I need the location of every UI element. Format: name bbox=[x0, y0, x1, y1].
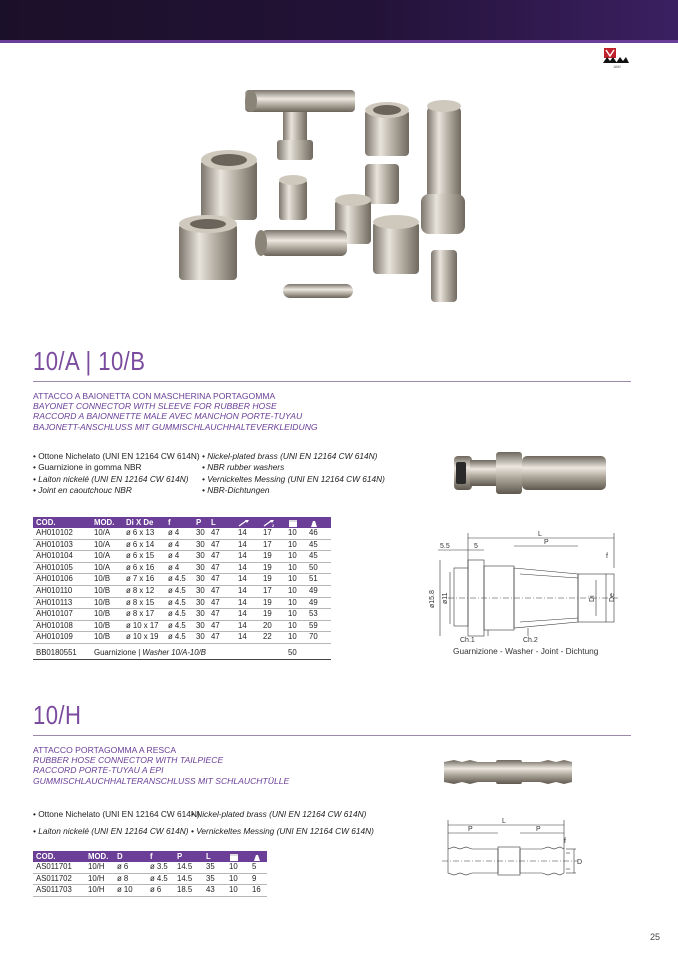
table-cell: 51 bbox=[306, 574, 331, 586]
table-cell: 14 bbox=[235, 597, 260, 609]
table-row bbox=[33, 528, 331, 539]
table-cell: 19 bbox=[260, 574, 285, 586]
table-cell: 22 bbox=[260, 632, 285, 644]
col-cod: COD. bbox=[33, 517, 91, 528]
table-cell: 47 bbox=[208, 562, 235, 574]
weight-icon bbox=[249, 851, 267, 862]
name-fr: RACCORD A BAIONNETTE MALE AVEC MANCHON PORTE-TUYAU bbox=[33, 411, 303, 422]
table-cell: ø 8 x 12 bbox=[123, 585, 165, 597]
table-cell: 10 bbox=[285, 539, 306, 551]
table-cell: 10/B bbox=[91, 574, 123, 586]
table-cell: ø 4.5 bbox=[165, 574, 193, 586]
table-cell: 30 bbox=[193, 597, 208, 609]
table-cell: 47 bbox=[208, 539, 235, 551]
washer-qty: 50 bbox=[285, 643, 331, 659]
box-icon bbox=[285, 517, 306, 528]
table-cell: 30 bbox=[193, 528, 208, 539]
table-cell: 19 bbox=[260, 609, 285, 621]
table-header-row bbox=[33, 517, 331, 528]
page-number: 25 bbox=[650, 932, 661, 942]
table-cell: ø 4 bbox=[165, 539, 193, 551]
table-cell: 59 bbox=[306, 620, 331, 632]
feature-item: • Laiton nickelé (UNI EN 12164 CW 614N) bbox=[33, 473, 189, 484]
table-cell: 10/H bbox=[85, 873, 114, 885]
fitting-hex-center bbox=[373, 215, 419, 274]
table-cell: 47 bbox=[208, 632, 235, 644]
table-cell: 14 bbox=[235, 620, 260, 632]
section-divider bbox=[33, 735, 631, 736]
section-title-10ab: 10/A | 10/B bbox=[33, 346, 146, 376]
table-cell: 17 bbox=[260, 585, 285, 597]
dim-p2: P bbox=[536, 826, 541, 833]
table-cell: 10/B bbox=[91, 585, 123, 597]
table-cell: 10 bbox=[285, 585, 306, 597]
spec-table-10h bbox=[33, 851, 267, 897]
table-cell: 30 bbox=[193, 620, 208, 632]
table-cell: 30 bbox=[193, 585, 208, 597]
label-ch1: Ch.1 bbox=[460, 637, 475, 643]
tailpiece-image bbox=[440, 756, 576, 788]
table-cell: ø 4 bbox=[165, 562, 193, 574]
table-cell: ø 3.5 bbox=[147, 862, 174, 873]
name-de: GUMMISCHLAUCHHALTERANSCHLUSS MIT SCHLAUCHTÜLLE bbox=[33, 775, 290, 786]
table-cell: 47 bbox=[208, 609, 235, 621]
table-cell: ø 6 bbox=[147, 885, 174, 897]
table-cell: 10/A bbox=[91, 539, 123, 551]
table-cell: AH010110 bbox=[33, 585, 91, 597]
table-cell: 47 bbox=[208, 620, 235, 632]
table-cell: ø 8 bbox=[114, 873, 147, 885]
section-title-10h: 10/H bbox=[33, 700, 82, 730]
table-cell: 35 bbox=[203, 873, 226, 885]
washer-desc-en: Washer 10/A-10/B bbox=[142, 647, 206, 657]
table-cell: 10 bbox=[226, 885, 249, 897]
table-cell: 50 bbox=[306, 562, 331, 574]
table-cell: AH010108 bbox=[33, 620, 91, 632]
col-f: f bbox=[147, 851, 174, 862]
table-cell: 10/B bbox=[91, 609, 123, 621]
technical-drawing-10h bbox=[438, 815, 588, 885]
table-cell: 30 bbox=[193, 574, 208, 586]
table-cell: AH010105 bbox=[33, 562, 91, 574]
col-mod: MOD. bbox=[91, 517, 123, 528]
table-row bbox=[33, 620, 331, 632]
feature-item: • Joint en caoutchouc NBR bbox=[33, 485, 132, 496]
fitting-female-large bbox=[201, 150, 257, 220]
fitting-cap bbox=[421, 194, 465, 234]
table-cell: 14 bbox=[235, 551, 260, 563]
table-cell: ø 4 bbox=[165, 551, 193, 563]
table-cell: 19 bbox=[260, 597, 285, 609]
table-cell: 47 bbox=[208, 597, 235, 609]
table-cell: 10/A bbox=[91, 562, 123, 574]
table-cell: ø 7 x 16 bbox=[123, 574, 165, 586]
table-cell: 30 bbox=[193, 632, 208, 644]
table-cell: 16 bbox=[249, 885, 267, 897]
table-cell: AH010109 bbox=[33, 632, 91, 644]
technical-drawing-10ab bbox=[428, 528, 618, 643]
product-photo bbox=[165, 72, 505, 332]
wrench-2-icon bbox=[260, 517, 285, 528]
table-cell: 14 bbox=[235, 609, 260, 621]
table-cell: 30 bbox=[193, 551, 208, 563]
table-cell: AH010107 bbox=[33, 609, 91, 621]
feature-item: • Ottone Nichelato (UNI EN 12164 CW 614N) bbox=[33, 451, 200, 461]
col-cod: COD. bbox=[33, 851, 85, 862]
feature-item: • Ottone Nichelato (UNI EN 12164 CW 614N) bbox=[33, 809, 200, 819]
table-cell: 10 bbox=[285, 632, 306, 644]
table-cell: 10/A bbox=[91, 528, 123, 539]
features-left-10h bbox=[33, 806, 200, 840]
table-cell: 14.5 bbox=[174, 873, 203, 885]
product-names-10ab bbox=[33, 391, 318, 432]
table-cell: 10/B bbox=[91, 620, 123, 632]
table-cell: 10/B bbox=[91, 632, 123, 644]
table-cell: 14 bbox=[235, 539, 260, 551]
dim-11: ø11 bbox=[442, 592, 449, 604]
washer-code: BB0180551 bbox=[33, 643, 91, 659]
table-cell: ø 6 x 13 bbox=[123, 528, 165, 539]
fitting-tailpiece-tall bbox=[427, 100, 461, 206]
table-cell: AH010103 bbox=[33, 539, 91, 551]
wrench-1-icon bbox=[235, 517, 260, 528]
name-en: RUBBER HOSE CONNECTOR WITH TAILPIECE bbox=[33, 755, 224, 766]
col-f: f bbox=[165, 517, 193, 528]
table-cell: 9 bbox=[249, 873, 267, 885]
dim-p1: P bbox=[468, 826, 473, 833]
dim-de: De bbox=[609, 593, 616, 602]
col-d: D bbox=[114, 851, 147, 862]
fitting-bayonet bbox=[255, 230, 347, 256]
table-cell: ø 10 x 19 bbox=[123, 632, 165, 644]
brand-logo bbox=[602, 48, 630, 64]
table-cell: ø 4.5 bbox=[165, 597, 193, 609]
table-cell: AS011703 bbox=[33, 885, 85, 897]
col-l: L bbox=[208, 517, 235, 528]
table-cell: 10/H bbox=[85, 862, 114, 873]
spec-table-10ab bbox=[33, 517, 331, 660]
table-cell: 14 bbox=[235, 528, 260, 539]
table-cell: 14 bbox=[235, 632, 260, 644]
product-names-10h bbox=[33, 745, 289, 786]
section-divider bbox=[33, 381, 631, 382]
table-cell: AH010104 bbox=[33, 551, 91, 563]
table-cell: 18.5 bbox=[174, 885, 203, 897]
name-fr: RACCORD PORTE-TUYAU A EPI bbox=[33, 765, 164, 776]
table-cell: 35 bbox=[203, 862, 226, 873]
top-accent-line bbox=[0, 40, 678, 43]
table-cell: ø 8 x 17 bbox=[123, 609, 165, 621]
table-row bbox=[33, 862, 267, 873]
dim-l: L bbox=[538, 531, 542, 538]
table-cell: 45 bbox=[306, 539, 331, 551]
table-cell: 47 bbox=[208, 574, 235, 586]
table-cell: ø 4.5 bbox=[165, 609, 193, 621]
table-cell: 20 bbox=[260, 620, 285, 632]
table-cell: ø 4.5 bbox=[147, 873, 174, 885]
features-left-10ab bbox=[33, 451, 200, 497]
col-l: L bbox=[203, 851, 226, 862]
table-row bbox=[33, 873, 267, 885]
table-cell: 14 bbox=[235, 574, 260, 586]
table-cell: AH010106 bbox=[33, 574, 91, 586]
feature-item: • Laiton nickelé (UNI EN 12164 CW 614N) bbox=[33, 826, 189, 836]
table-cell: 19 bbox=[260, 562, 285, 574]
washer-desc-it: Guarnizione | bbox=[94, 647, 143, 657]
dim-d: D bbox=[577, 859, 583, 866]
table-row bbox=[33, 562, 331, 574]
table-cell: 10/B bbox=[91, 597, 123, 609]
table-cell: AS011701 bbox=[33, 862, 85, 873]
fitting-small-tail bbox=[431, 250, 457, 302]
table-row bbox=[33, 585, 331, 597]
table-cell: 17 bbox=[260, 539, 285, 551]
table-cell: 17 bbox=[260, 528, 285, 539]
fitting-male-right bbox=[365, 102, 409, 156]
brand-name: AMI bbox=[613, 64, 621, 69]
table-cell: 47 bbox=[208, 528, 235, 539]
table-cell: ø 10 x 17 bbox=[123, 620, 165, 632]
table-cell: 47 bbox=[208, 585, 235, 597]
table-cell: 46 bbox=[306, 528, 331, 539]
table-cell: ø 6 x 15 bbox=[123, 551, 165, 563]
table-cell: ø 4.5 bbox=[165, 620, 193, 632]
table-cell: ø 6 x 14 bbox=[123, 539, 165, 551]
table-cell: 14.5 bbox=[174, 862, 203, 873]
dim-l: L bbox=[502, 818, 506, 825]
dim-f: f bbox=[564, 838, 566, 845]
feature-item: • Nickel-plated brass (UNI EN 12164 CW 614N) bbox=[191, 809, 367, 819]
features-right-10ab bbox=[202, 451, 385, 497]
table-cell: 10 bbox=[285, 551, 306, 563]
table-cell: 47 bbox=[208, 551, 235, 563]
weight-icon bbox=[306, 517, 331, 528]
col-p: P bbox=[193, 517, 208, 528]
dim-f: f bbox=[606, 553, 608, 560]
table-cell: ø 10 bbox=[114, 885, 147, 897]
table-cell: 70 bbox=[306, 632, 331, 644]
col-p: P bbox=[174, 851, 203, 862]
table-cell: 10 bbox=[285, 562, 306, 574]
fitting-tee bbox=[245, 90, 355, 160]
dim-15-8: ø15.8 bbox=[429, 590, 436, 608]
table-row bbox=[33, 551, 331, 563]
table-cell: 43 bbox=[203, 885, 226, 897]
feature-item: • Vernickeltes Messing (UNI EN 12164 CW 614N) bbox=[191, 826, 374, 836]
table-cell: 30 bbox=[193, 609, 208, 621]
table-cell: 10 bbox=[285, 620, 306, 632]
table-cell: 10 bbox=[285, 574, 306, 586]
dim-p: P bbox=[544, 539, 549, 546]
dim-di: Di bbox=[589, 595, 596, 602]
table-row bbox=[33, 574, 331, 586]
table-cell: ø 4 bbox=[165, 528, 193, 539]
bayonet-connector-image bbox=[450, 448, 610, 498]
table-cell: 10/H bbox=[85, 885, 114, 897]
table-cell: ø 4.5 bbox=[165, 632, 193, 644]
table-cell: ø 6 bbox=[114, 862, 147, 873]
table-row bbox=[33, 632, 331, 644]
feature-item: • NBR rubber washers bbox=[202, 462, 285, 473]
feature-item: • Vernickeltes Messing (UNI EN 12164 CW 614N) bbox=[202, 473, 385, 484]
table-cell: 10 bbox=[226, 862, 249, 873]
table-cell: 14 bbox=[235, 585, 260, 597]
table-cell: ø 4.5 bbox=[165, 585, 193, 597]
table-cell: 45 bbox=[306, 551, 331, 563]
table-row bbox=[33, 885, 267, 897]
name-it: ATTACCO A BAIONETTA CON MASCHERINA PORTAGOMMA bbox=[33, 391, 276, 401]
dim-5-5: 5.5 bbox=[440, 543, 450, 550]
col-mod: MOD. bbox=[85, 851, 114, 862]
fitting-female-left bbox=[179, 215, 237, 280]
table-cell: ø 6 x 16 bbox=[123, 562, 165, 574]
feature-item: • Guarnizione in gomma NBR bbox=[33, 462, 142, 473]
table-cell: 53 bbox=[306, 609, 331, 621]
table-cell: 14 bbox=[235, 562, 260, 574]
table-cell: 10 bbox=[285, 528, 306, 539]
washer-desc bbox=[91, 643, 285, 659]
box-icon bbox=[226, 851, 249, 862]
table-cell: 10 bbox=[285, 609, 306, 621]
table-cell: 10/A bbox=[91, 551, 123, 563]
table-row bbox=[33, 597, 331, 609]
table-cell: ø 8 x 15 bbox=[123, 597, 165, 609]
dim-5: 5 bbox=[474, 543, 478, 550]
label-ch2: Ch.2 bbox=[523, 637, 538, 643]
table-cell: 10 bbox=[285, 597, 306, 609]
table-cell: AH010113 bbox=[33, 597, 91, 609]
feature-item: • NBR-Dichtungen bbox=[202, 485, 270, 496]
washer-caption: Guarnizione - Washer - Joint - Dichtung bbox=[453, 646, 599, 656]
washer-row bbox=[33, 643, 331, 659]
name-it: ATTACCO PORTAGOMMA A RESCA bbox=[33, 745, 177, 755]
table-row bbox=[33, 539, 331, 551]
table-cell: 49 bbox=[306, 597, 331, 609]
table-cell: 30 bbox=[193, 562, 208, 574]
feature-item: • Nickel-plated brass (UNI EN 12164 CW 614N) bbox=[202, 451, 378, 461]
table-cell: AH010102 bbox=[33, 528, 91, 539]
table-cell: 10 bbox=[226, 873, 249, 885]
svg-text:2: 2 bbox=[272, 522, 275, 527]
features-right-10h bbox=[191, 806, 374, 840]
name-en: BAYONET CONNECTOR WITH SLEEVE FOR RUBBER HOSE bbox=[33, 401, 277, 412]
table-row bbox=[33, 609, 331, 621]
fitting-hose-tail bbox=[283, 284, 353, 298]
table-cell: AS011702 bbox=[33, 873, 85, 885]
table-cell: 30 bbox=[193, 539, 208, 551]
name-de: BAJONETT-ANSCHLUSS MIT GUMMISCHLAUCHHALTEVERKLEIDUNG bbox=[33, 421, 318, 432]
fitting-nipple-small bbox=[279, 175, 307, 220]
table-cell: 49 bbox=[306, 585, 331, 597]
table-cell: 5 bbox=[249, 862, 267, 873]
table-header-row bbox=[33, 851, 267, 862]
col-dixde: Di X De bbox=[123, 517, 165, 528]
top-banner bbox=[0, 0, 678, 40]
table-cell: 19 bbox=[260, 551, 285, 563]
